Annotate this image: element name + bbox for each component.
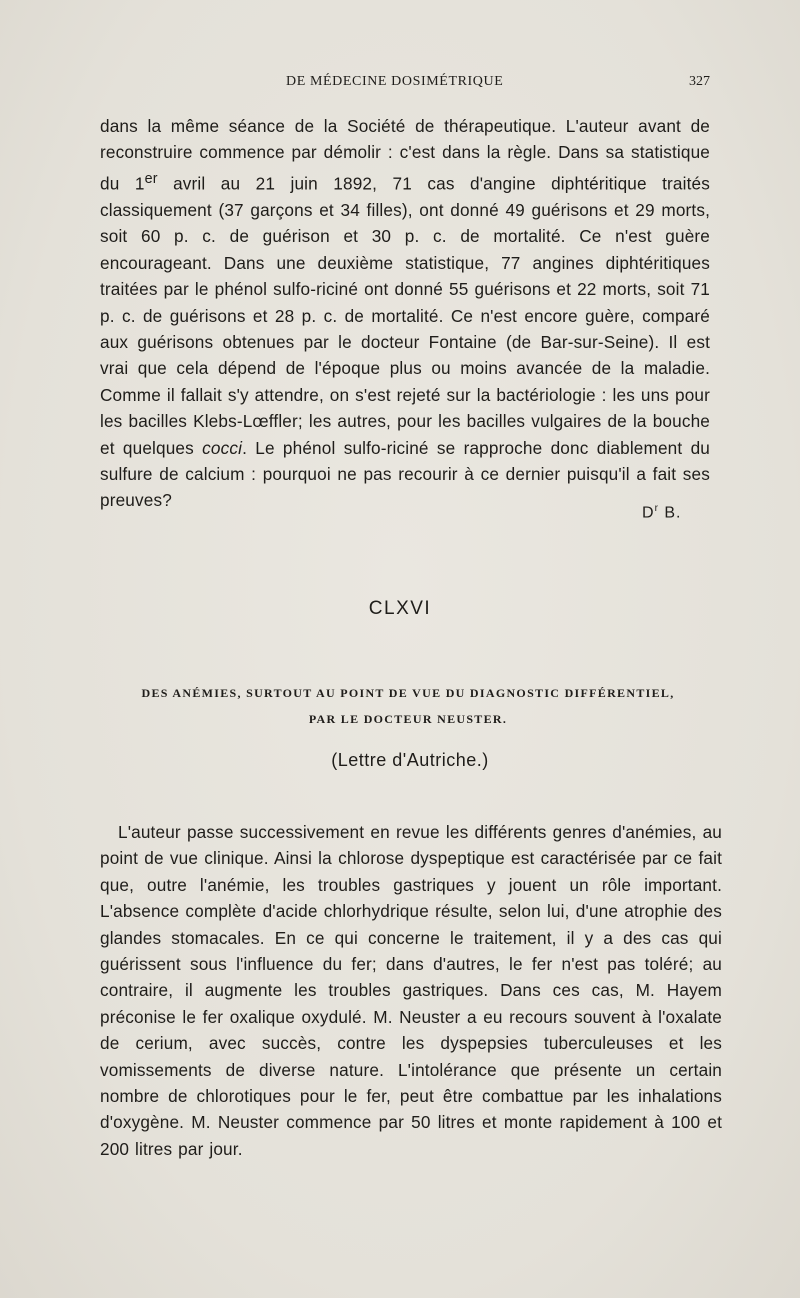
article-paragraph: L'auteur passe successivement en revue les différents genres d'anémies, au point de vue clinique. Ainsi la chlorose dyspeptique est caractérisée par ce fait que, outre l'anémie, les troubles gastriques y jouent un rôle important. L'absence complète d'acide chlorhydrique résulte, selon lui, d'une atrophie des glandes stomacales. En ce qui concerne le traitement, il y a des cas qui guérissent sous l'influence du fer; dans d'autres, le fer n'est pas toléré; au contraire, il augmente les troubles gastriques. Dans ces cas, M. Hayem préconise le fer oxalique oxydulé. M. Neuster a eu recours souvent à l'oxalate de cerium, avec succès, contre les dyspepsies tuberculeuses et les vomissements de diverse nature. L'intolérance que présente un certain nombre de chlorotiques pour le fer, peut être combattue par les inhalations d'oxygène. M. Neuster commence par 50 litres et monte rapidement à 100 et 200 litres par jour. xyxy=(100,822,722,1159)
article-title-line: DES ANÉMIES, SURTOUT AU POINT DE VUE DU DIAGNOSTIC DIFFÉRENTIEL, xyxy=(141,686,675,700)
signature-prefix: D xyxy=(642,504,655,522)
page-number: 327 xyxy=(689,74,710,89)
article-subtitle: (Lettre d'Autriche.) xyxy=(331,750,489,770)
section-number: CLXVI xyxy=(368,598,432,619)
paragraph-text: avril au 21 juin 1892, 71 cas d'angine diphtéritique traités classiquement (37 garçons et 34 filles), ont donné 49 guérisons et 29 morts, soit 60 p. c. de guérison et 30 p. c. de mortalité. Ce n'est guère encourageant. Dans une deuxième statistique, 77 angines diphtéritiques traitées par le phénol sulfo-riciné ont donné 55 guérisons et 22 morts, soit 71 p. c. de guérisons et 28 p. c. de mortalité. Ce n'est encore guère, comparé aux guérisons obtenues par le docteur Fontaine (de Bar-sur-Seine). Il est vrai que cela dépend de l'époque plus ou moins avancée de la maladie. Comme il fallait s'y attendre, on s'est rejeté sur la bactériologie : les uns pour les bacilles Klebs-Lœffler; les autres, pour les bacilles vulgaires de la bouche et quelques xyxy=(100,173,710,458)
signature-name: B. xyxy=(658,504,682,522)
article-title xyxy=(130,680,686,732)
running-title: DE MÉDECINE DOSIMÉTRIQUE xyxy=(286,74,504,89)
running-header xyxy=(100,74,710,98)
signature-superscript: r xyxy=(654,503,659,514)
italic-term: cocci xyxy=(202,437,243,458)
paragraph-text: dans la même séance de la Société de thérapeutique. L'auteur avant de reconstruire commence par démolir : c'est dans la règle. Dans sa statistique du 1 xyxy=(100,116,710,194)
paragraph-continuation xyxy=(100,113,710,514)
author-signature xyxy=(642,503,681,522)
article-title-line: PAR LE DOCTEUR NEUSTER. xyxy=(308,712,508,726)
paragraph-text: . Le phénol sulfo-riciné se rapproche donc diablement du sulfure de calcium : pourquoi ne pas recourir à ce dernier puisqu'il a fait ses preuves? xyxy=(100,437,711,511)
ordinal-superscript: er xyxy=(144,170,158,187)
